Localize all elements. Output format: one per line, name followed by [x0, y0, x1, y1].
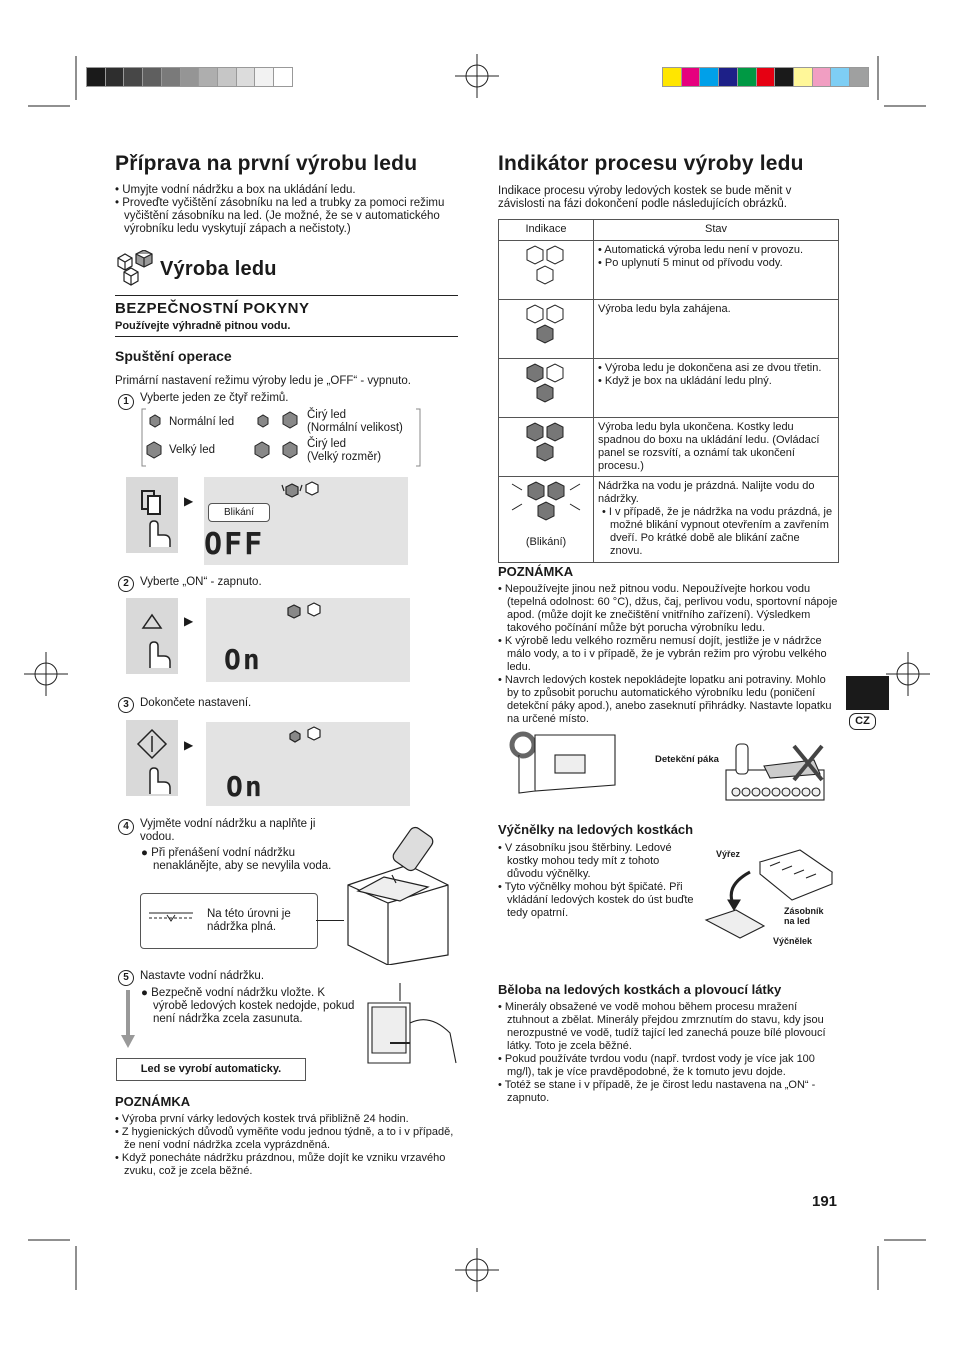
label-bump: Výčnělek — [773, 936, 813, 946]
table-header: Stav — [594, 220, 839, 241]
language-tag: CZ — [849, 713, 876, 730]
arrow-icon: ▶ — [184, 738, 194, 752]
start-intro: Primární nastavení režimu výroby ledu je „OFF“ - vypnuto. — [115, 375, 411, 387]
color-swatch — [774, 67, 794, 87]
ice-box-illustration — [505, 725, 625, 800]
lever-label: Detekční páka — [655, 754, 719, 765]
up-button[interactable] — [126, 598, 178, 674]
ice-mode-icon — [278, 479, 328, 503]
mode-clear-normal[interactable]: Čirý led (Normální velikost) — [307, 409, 403, 434]
table-row: Výroba ledu byla zahájena. — [499, 300, 839, 359]
table-row: (Blikání) Nádržka na vodu je prázdná. Nalijte vodu do nádržky. • I v případě, že je nádržka na vodu prázdná, je možné blikání vypnout otevřením a zavřením dveří. Po krátké době ale blikání začne znovu. — [499, 477, 839, 563]
left-title: Příprava na první výrobu ledu — [115, 152, 418, 175]
right-title: Indikátor procesu výroby ledu — [498, 152, 804, 175]
ice-mode-icon — [286, 724, 326, 748]
diamond-icon — [126, 720, 178, 796]
auto-label: Led se vyrobí automaticky. — [116, 1058, 306, 1081]
ice-tray-illustration — [700, 842, 840, 942]
mode-icon — [126, 477, 178, 553]
language-tab-block — [846, 676, 889, 710]
table-row: • Automatická výroba ledu není v provozu. • Po uplynutí 5 minut od přívodu vody. — [499, 241, 839, 300]
ice-making-title: Výroba ledu — [160, 258, 277, 280]
mode-big[interactable]: Velký led — [169, 444, 216, 456]
left-note-title: POZNÁMKA — [115, 1094, 191, 1109]
arrow-icon: ▶ — [184, 614, 194, 628]
color-swatch — [830, 67, 850, 87]
gray-swatch — [161, 67, 181, 87]
cubes-full-icon — [503, 421, 587, 469]
step-1-text: Vyberte jeden ze čtyř režimů. — [140, 392, 289, 404]
gray-swatch — [273, 67, 293, 87]
divider — [115, 336, 458, 337]
gray-swatch — [142, 67, 162, 87]
right-intro: Indikace procesu výroby ledových kostek se bude měnit v závislosti na fázi dokončení podle následujících obrázků. — [498, 185, 792, 210]
white-bullets: • Minerály obsažené ve vodě mohou během procesu mražení ztuhnout a zbělat. Minerály přejdou zmrznutím do stavu, kdy jsou nerozpustné ve vodě, tudíž tající led zanechá pouze bílé plovoucí látky. Toto je zcela běžné. • Pokud používáte tvrdou vodu (např. tvrdost vody je více jak 100 mg/l), tak je více pravděpodobné, že k tomuto jevu dojde. • Totéž se stane i v případě, že je čirost ledu nastavena na „ON“ - zapnuto. — [498, 1001, 826, 1104]
safety-subtitle: Používejte výhradně pitnou vodu. — [115, 320, 291, 332]
gray-swatch — [198, 67, 218, 87]
color-swatch — [718, 67, 738, 87]
label-tray: Zásobník na led — [784, 906, 824, 926]
step-4-bullet: ● Při přenášení vodní nádržku nenaklánějte, aby se nevylila voda. — [141, 847, 332, 872]
page-number: 191 — [812, 1193, 838, 1210]
color-swatch — [756, 67, 776, 87]
notch-bullets: • V zásobníku jsou štěrbiny. Ledové kostky mohou tedy mít z tohoto důvodu výčnělky. • Tyto výčnělky mohou být špičaté. Při vkládání ledových kostek do úst buďte tedy opatrní. — [498, 842, 694, 919]
step-number: 5 — [118, 970, 134, 986]
step-5-text: Nastavte vodní nádržku. — [140, 970, 265, 982]
cubes-two-thirds-icon — [503, 362, 587, 410]
table-row: Výroba ledu byla ukončena. Kostky ledu spadnou do boxu na ukládání ledu. (Ovládací panel se rozsvítí, a oznámí tak ukončení procesu.) — [499, 418, 839, 477]
right-note-title: POZNÁMKA — [498, 564, 574, 579]
table-header: Indikace — [499, 220, 594, 241]
start-title: Spuštění operace — [115, 348, 232, 364]
intro-bullets: • Umyjte vodní nádržku a box na ukládání ledu. • Proveďte vyčištění zásobníku na led a trubky za pomoci režimu vyčištění zásobníku na led. (Je možné, že se v automatického výrobníku ledu vyskytují zápach a nečistoty.) — [115, 184, 445, 235]
step-2-text: Vyberte „ON“ - zapnuto. — [140, 576, 262, 588]
lcd-panel-2 — [206, 598, 410, 682]
blink-label: Blikání — [208, 503, 270, 522]
color-swatch — [681, 67, 701, 87]
gray-swatch — [236, 67, 256, 87]
triangle-up-icon — [126, 598, 178, 674]
gray-swatch — [123, 67, 143, 87]
arrow-icon: ▶ — [184, 494, 194, 508]
step-number: 4 — [118, 819, 134, 835]
down-arrow-icon — [120, 990, 136, 1050]
full-level-box: Na této úrovni je nádržka plná. — [140, 893, 318, 949]
confirm-button[interactable] — [126, 720, 178, 796]
lcd-display-off: OFF — [204, 527, 265, 562]
water-level-icon — [147, 908, 197, 928]
cubes-blinking-icon — [504, 480, 588, 532]
insert-tank-illustration — [360, 983, 460, 1067]
lcd-panel-1 — [204, 477, 408, 565]
white-title: Běloba na ledových kostkách a plovoucí látky — [498, 982, 782, 997]
color-swatch — [662, 67, 682, 87]
label-cut: Výřez — [716, 849, 741, 859]
ice-mode-icon — [280, 600, 330, 624]
lcd-panel-3 — [206, 722, 410, 806]
step-3-text: Dokončete nastavení. — [140, 697, 252, 709]
mode-button[interactable] — [126, 477, 178, 553]
color-swatch — [849, 67, 869, 87]
divider — [115, 295, 458, 296]
lcd-display-on-final: On — [226, 770, 264, 803]
step-number: 2 — [118, 576, 134, 592]
cubes-empty-icon — [503, 244, 587, 292]
gray-swatch — [86, 67, 106, 87]
mode-normal[interactable]: Normální led — [169, 416, 235, 428]
left-notes: • Výroba první várky ledových kostek trvá přibližně 24 hodin. • Z hygienických důvodů vyměňte vodu jednou týdně, a to i v případě, že není vodní nádržka zcela vyprázdněná. • Když ponecháte nádržku prázdnou, může dojít ke vzniku vrzavého zvuku, což je zcela běžné. — [115, 1113, 454, 1177]
color-swatch — [812, 67, 832, 87]
lcd-display-on: On — [224, 643, 262, 676]
gray-swatch — [105, 67, 125, 87]
color-swatch — [737, 67, 757, 87]
color-swatch — [699, 67, 719, 87]
step-number: 3 — [118, 697, 134, 713]
step-4-text: Vyjměte vodní nádržku a naplňte ji vodou. — [140, 818, 316, 843]
leader-line — [316, 920, 344, 921]
ice-cubes-icon — [114, 250, 158, 290]
gray-swatch — [180, 67, 200, 87]
water-tank-illustration — [340, 825, 460, 965]
cubes-one-third-icon — [503, 303, 587, 351]
right-notes: • Nepoužívejte jinou než pitnou vodu. Nepoužívejte horkou vodu (tepelná odolnost: 60 °C), džus, čaj, perlivou vodu, sportovní nápoje apod. (může dojít ke znečištění vnitřního zařízení). Výsledkem takového počínání může být porucha výrobníku ledu. • K výrobě ledu velkého rozměru nemusí dojít, jestliže je v nádržce málo vody, a to i v případě, že je vybrán režim pro výrobu velkého ledu. • Navrch ledových kostek nepokládejte lopatku ani potraviny. Mohlo by to způsobit poruchu automatického výrobníku ledu (poničení detekční páky apod.), anebo zaseknutí přihrádky. Nastavte lopatku na určené místo. — [498, 583, 838, 725]
notch-title: Výčnělky na ledových kostkách — [498, 822, 694, 837]
mode-clear-big[interactable]: Čirý led (Velký rozměr) — [307, 438, 382, 463]
gray-swatch — [254, 67, 274, 87]
step-number: 1 — [118, 394, 134, 410]
table-row: • Výroba ledu je dokončena asi ze dvou třetin. • Když je box na ukládání ledu plný. — [499, 359, 839, 418]
step-5-bullet: ● Bezpečně vodní nádržku vložte. K výrobě ledových kostek nedojde, pokud není nádržka zcela zasunuta. — [141, 987, 355, 1025]
indicator-table — [498, 219, 839, 563]
gray-swatch — [217, 67, 237, 87]
safety-title: BEZPEČNOSTNÍ POKYNY — [115, 300, 310, 317]
ice-bin-with-scoop-illustration — [724, 740, 832, 802]
color-swatch — [793, 67, 813, 87]
